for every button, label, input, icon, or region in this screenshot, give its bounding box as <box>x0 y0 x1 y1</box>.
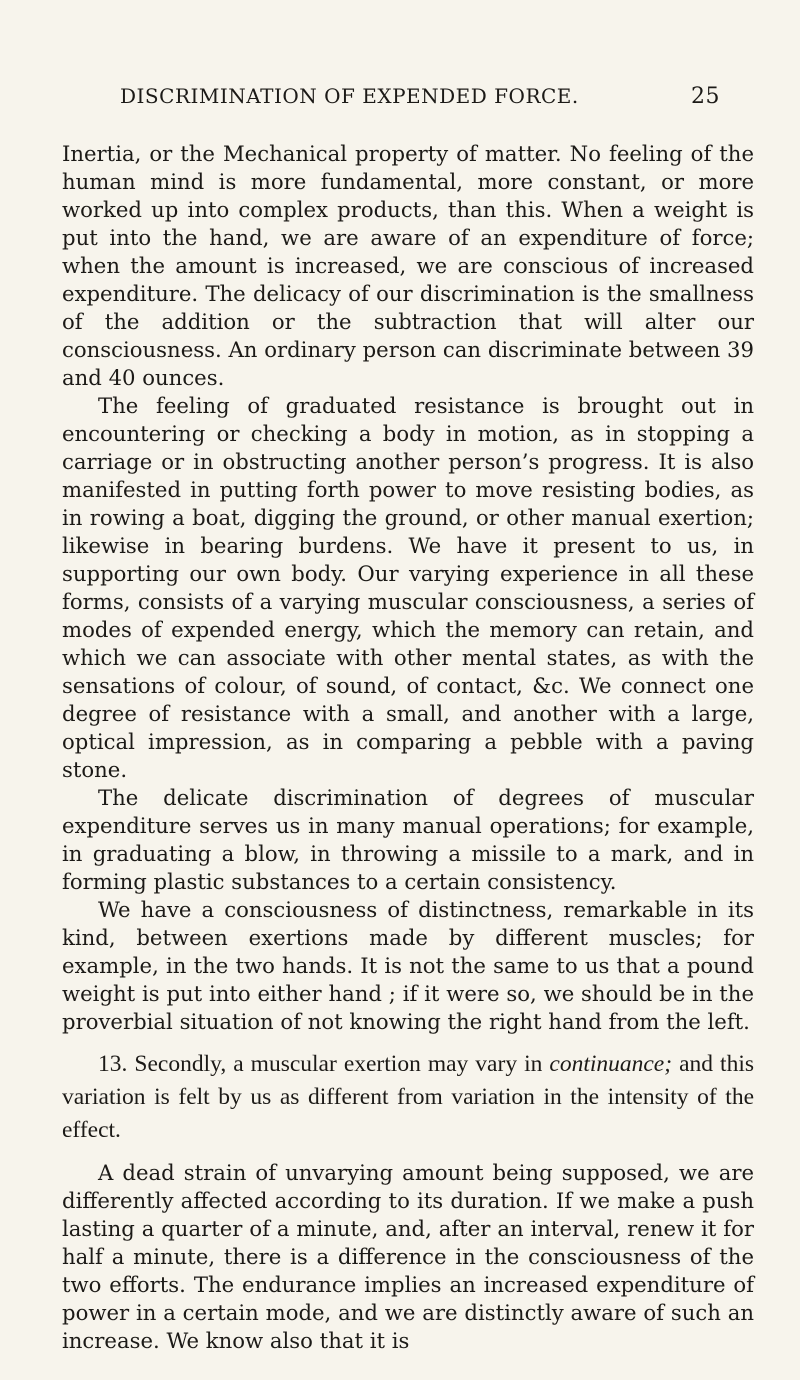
section-13-italic-term: continuance; <box>549 1051 673 1077</box>
section-13-text-end: and this variation is felt by us as different from variation in the intensity of the effect. <box>62 1051 754 1143</box>
paragraph-distinctness: We have a consciousness of distinctness, remarkable in its kind, between exertions made by different muscles; for example, in the two hands. It is not the same to us that a pound weight is put into either hand ; if it were so, we should be in the proverbial situation of not knowing the right hand from the left. <box>62 897 754 1034</box>
section-13-text-start: 13. Secondly, a muscular exertion may vary in <box>98 1051 550 1077</box>
running-head <box>120 84 720 114</box>
section-13-heading <box>62 1048 754 1147</box>
page-number: 25 <box>691 84 720 109</box>
running-head-title: DISCRIMINATION OF EXPENDED FORCE. <box>120 84 579 108</box>
book-page <box>62 0 762 1380</box>
body-text <box>62 140 754 1355</box>
paragraph-inertia: Inertia, or the Mechanical property of matter. No feeling of the human mind is more fundamental, more constant, or more worked up into complex products, than this. When a weight is put into the hand, we are aware of an expenditure of force; when the amount is increased, we are conscious of increased expenditure. The delicacy of our discrimination is the smallness of the addition or the subtraction that will alter our consciousness. An ordinary person can discriminate between 39 and 40 ounces. <box>62 141 754 390</box>
paragraph-dead-strain: A dead strain of unvarying amount being supposed, we are differently affected according to its duration. If we make a push lasting a quarter of a minute, and, after an interval, renew it for half a minute, there is a difference in the consciousness of the two efforts. The endurance implies an increased expenditure of power in a certain mode, and we are distinctly aware of such an increase. We know also that it is <box>62 1160 754 1353</box>
paragraph-graduated-resistance: The feeling of graduated resistance is brought out in encountering or checking a body in motion, as in stopping a carriage or in obstructing another person’s progress. It is also manifested in putting forth power to move resisting bodies, as in rowing a boat, digging the ground, or other manual exertion; likewise in bearing burdens. We have it present to us, in supporting our own body. Our varying experience in all these forms, consists of a varying muscular consciousness, a series of modes of expended energy, which the memory can retain, and which we can associate with other mental states, as with the sensations of colour, of sound, of contact, &c. We connect one degree of resistance with a small, and another with a large, optical impression, as in comparing a pebble with a paving stone. <box>62 393 754 782</box>
paragraph-delicate-discrimination: The delicate discrimination of degrees of muscular expenditure serves us in many manual operations; for example, in graduating a blow, in throwing a missile to a mark, and in forming plastic substances to a certain consistency. <box>62 785 754 894</box>
